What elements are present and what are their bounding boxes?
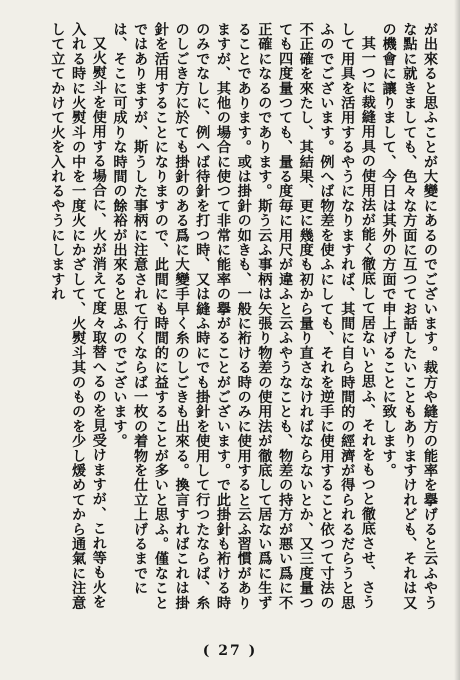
- body-text: [24, 22, 440, 616]
- paragraph: 其一つに裁縫用具の使用法が能く徹底して居ないと思ふ、それをもつと徹底させ、さうして用具を活用するやうになりますれば、其間に自ら時間的の經濟が得られるだらうと思ふのでございます。例へば物差を使ふにしても、それを逆手に使用すること依つて寸法の不正確を來たし、其結果、更に幾度も初から量り直さなければならないとか、又三度量つても四度量つても、量る度毎に用尺が違ふと云ふやうなことも、物差の持方が悪い爲に不正確になるのであります。斯う云ふ事柄は矢張り物差の使用法が徹底して居ない爲に生ずることであります。或は掛針の如きも、一般に裄ける時のみに使用すると云ふ習慣がありますが、其他の場合に使つて非常に能率の擧がることがございます。で此掛針も裄ける時のみでなしに、例へば待針を打つ時、又は縫ふ時にでも掛針を使用して行つたならば、糸のしごき方に於ても掛針のある爲に大變手早く糸のしごきも出來る。換言すればこれは掛針を活用することになりますので、此間にも時間的に益することが多いと思ふ。僅なことではありますが、斯うした事柄に注意されて行くならば一枚の着物を仕立上げるまでには、そこに可成りな時間の餘裕が出來ると思ふのでございます。: [111, 22, 376, 610]
- page-number: ( 27 ): [202, 643, 258, 659]
- paragraph: が出來ると思ふことが大變にあるのでございます。裁方や縫方の能率を擧げると云ふやうな點に就きましても、色々な方面に互つてお話したいこともありますけれども、それは又の機會に讓りまして、今日は其外の方面で申上げることに致します。: [380, 22, 438, 610]
- paragraph: 又火熨斗を使用する場合に、火が消えて度々取替へるのを見受けますが、これ等も火を入れる時に火熨斗の中を一度火にかざして、火熨斗其のものを少し煖めてから通氣に注意して立てかけて火を入れるやうにしますれ: [49, 22, 107, 610]
- page-edge-shadow: [454, 0, 460, 680]
